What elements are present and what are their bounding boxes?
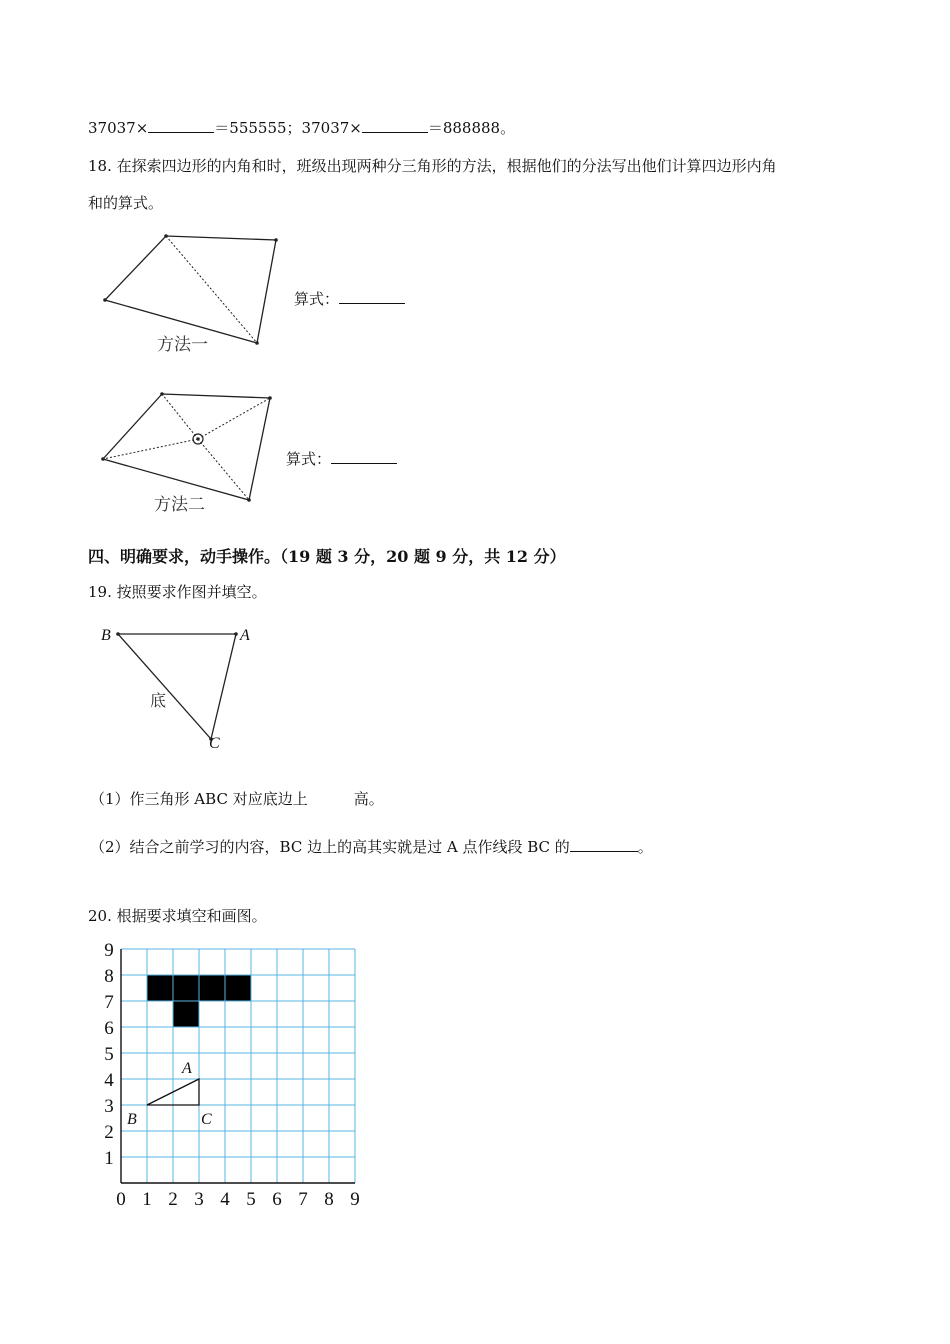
label-base: 底 [150,691,167,710]
x-tick-label: 1 [142,1189,152,1210]
label-c: C [209,735,220,752]
vertex-dot [234,632,238,636]
filled-cell [199,975,225,1001]
method1-diagonal [166,236,257,343]
filled-cell [147,975,173,1001]
label-a: A [240,627,250,644]
vertex-dot [164,234,168,238]
q17-prefix: 37037× [88,119,149,137]
q20-coordinate-grid [104,940,360,1210]
method1-label: 方法一 [157,335,208,355]
x-tick-label: 3 [194,1189,204,1210]
method2-dotted-line [103,439,198,459]
x-tick-label: 4 [220,1189,230,1210]
vertex-dot [247,498,251,502]
x-tick-label: 9 [350,1189,360,1210]
method2-dotted-line [162,394,198,439]
method2-figure [101,392,272,515]
q19-triangle-figure [101,627,250,752]
y-tick-label: 5 [104,1044,114,1065]
x-tick-label: 2 [168,1189,178,1210]
q18-stem-line2: 和的算式。 [88,194,164,212]
q20-stem: 20. 根据要求填空和画图。 [88,907,267,925]
section4-title: 四、明确要求，动手操作。（19 题 3 分，20 题 9 分，共 12 分） [88,547,566,566]
x-tick-label: 8 [324,1189,334,1210]
grid-label-c: C [201,1111,212,1128]
vertex-dot [103,298,107,302]
q19-part1-text: （1）作三角形 ABC 对应底边上 [90,790,308,808]
y-tick-label: 8 [104,966,114,987]
grid-label-a: A [182,1060,192,1077]
y-tick-label: 6 [104,1018,114,1039]
x-tick-label: 6 [272,1189,282,1210]
center-point-dot [196,437,199,440]
label-b: B [101,627,111,644]
x-tick-label: 5 [246,1189,256,1210]
q19-stem: 19. 按照要求作图并填空。 [88,583,267,601]
method2-quadrilateral [103,394,270,500]
filled-cell [225,975,251,1001]
x-tick-label: 7 [298,1189,308,1210]
method2-dotted-line [198,398,270,439]
formula-label: 算式： [286,450,332,468]
vertex-dot [274,238,278,242]
vertex-dot [255,341,259,345]
method2-dotted-line [198,439,249,500]
y-tick-label: 1 [104,1148,114,1169]
y-tick-label: 4 [104,1070,114,1091]
triangle-abc [118,634,236,739]
q17-suffix: ＝888888。 [427,119,516,137]
grid-label-b: B [127,1111,137,1128]
q18-stem-line1: 18. 在探索四边形的内角和时，班级出现两种分三角形的方法，根据他们的分法写出他们计算四边形内角 [88,157,777,175]
q17-mid: ＝555555；37037× [214,119,362,137]
q19-part1-tail: 高。 [353,790,384,808]
vertex-dot [268,396,272,400]
y-tick-label: 7 [104,992,114,1013]
method1-figure [103,234,278,355]
q19-part2-tail: 。 [637,838,653,856]
filled-cell [173,975,199,1001]
y-tick-label: 2 [104,1122,114,1143]
filled-cell [173,1001,199,1027]
vertex-dot [101,457,105,461]
y-tick-label: 9 [104,940,114,961]
method1-quadrilateral [105,236,276,343]
q19-part2-text: （2）结合之前学习的内容，BC 边上的高其实就是过 A 点作线段 BC 的 [90,838,570,856]
vertex-dot [116,632,120,636]
formula-label: 算式： [294,290,340,308]
method2-label: 方法二 [154,495,205,515]
vertex-dot [160,392,164,396]
y-tick-label: 3 [104,1096,114,1117]
x-tick-label: 0 [116,1189,126,1210]
